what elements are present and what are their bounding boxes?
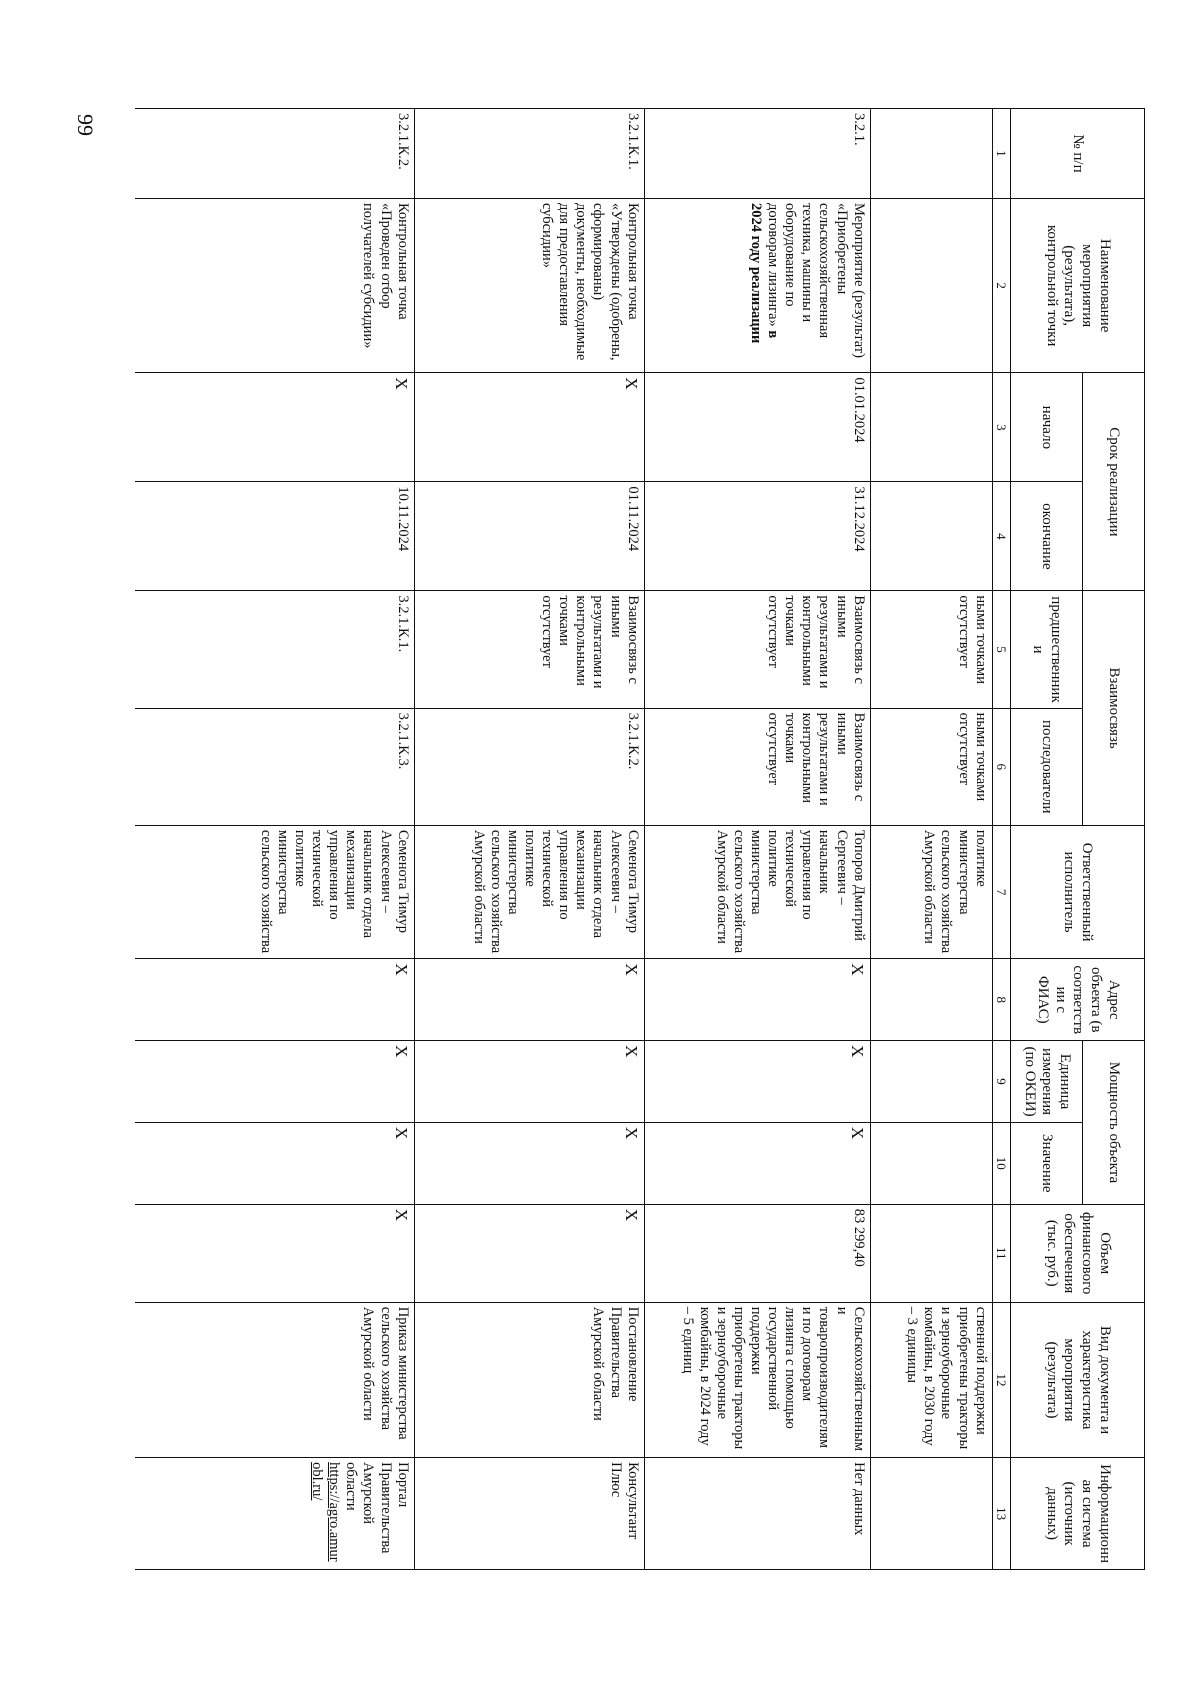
row-value: X [135, 1122, 414, 1204]
row-address: X [414, 959, 644, 1041]
column-number: 6 [992, 708, 1010, 825]
header-row-1 [1083, 109, 1145, 1570]
header-period: Срок реализации [1083, 373, 1145, 591]
column-number: 1 [992, 109, 1010, 199]
row-responsible: Семенота Тимур Алексеевич – начальник отдела механизации управления по технической политике министерства сельского хозяйства Амурской области [414, 825, 644, 959]
row-unit: X [135, 1041, 414, 1123]
row-finance: 83 299,40 [644, 1204, 870, 1302]
row-finance [870, 1204, 992, 1302]
row-end: 31.12.2024 [644, 482, 870, 591]
row-predecessors: Взаимосвязь с иными результатами и контрольными точками отсутствует [414, 591, 644, 708]
column-number: 4 [992, 482, 1010, 591]
row-source-text: Консультант Плюс [607, 1462, 641, 1540]
row-address: X [135, 959, 414, 1041]
row-unit: X [644, 1041, 870, 1123]
header-successors: последователи [1011, 708, 1083, 825]
row-predecessors: 3.2.1.К.1. [135, 591, 414, 708]
row-value [870, 1122, 992, 1204]
row-doc: ственной поддержки приобретены тракторы и зерноуборочные комбайны, в 2030 году – 3 единицы [870, 1302, 992, 1457]
column-number: 8 [992, 959, 1010, 1041]
row-successors: 3.2.1.К.2. [414, 708, 644, 825]
row-value: X [644, 1122, 870, 1204]
row-successors: ными точками отсутствует [870, 708, 992, 825]
column-number: 12 [992, 1302, 1010, 1457]
row-name [135, 198, 414, 372]
row-name [414, 198, 644, 372]
row-end: 01.11.2024 [414, 482, 644, 591]
table-row [870, 109, 992, 1570]
row-responsible: политике министерства сельского хозяйства Амурской области [870, 825, 992, 959]
header-num: № п/п [1011, 109, 1145, 199]
row-end: 10.11.2024 [135, 482, 414, 591]
row-source [414, 1458, 644, 1570]
header-unit: Единица измерения (по ОКЕИ) [1011, 1041, 1083, 1123]
row-doc: Приказ министерства сельского хозяйства Амурской области [135, 1302, 414, 1457]
table-row [414, 109, 644, 1570]
row-doc: Сельскохозяйственными товаропроизводителями по договорам лизинга с помощью государственной поддержки приобретены тракторы и зерноуборочные комбайны, в 2024 году – 5 единиц [644, 1302, 870, 1457]
row-name [870, 198, 992, 372]
row-name [644, 198, 870, 372]
row-finance: X [135, 1204, 414, 1302]
header-end: окончание [1011, 482, 1083, 591]
row-end [870, 482, 992, 591]
column-number: 11 [992, 1204, 1010, 1302]
row-name-text: Контрольная точка «Утверждены (одобрены, сформированы) документы, необходимые для предоставления субсидии» [539, 202, 641, 361]
row-value: X [414, 1122, 644, 1204]
row-predecessors: ными точками отсутствует [870, 591, 992, 708]
row-successors: 3.2.1.К.3. [135, 708, 414, 825]
row-num: 3.2.1. [644, 109, 870, 199]
column-number: 9 [992, 1041, 1010, 1123]
header-name: Наименование мероприятия (результата), контрольной точки [1011, 198, 1145, 372]
row-source [135, 1458, 414, 1570]
row-address [870, 959, 992, 1041]
table-row [644, 109, 870, 1570]
row-start: X [414, 373, 644, 482]
plan-table [135, 108, 1145, 1570]
row-predecessors: Взаимосвязь с иными результатами и контрольными точками отсутствует [644, 591, 870, 708]
document-scan [135, 108, 1145, 1570]
row-finance: X [414, 1204, 644, 1302]
header-responsible: Ответственный исполнитель [1011, 825, 1145, 959]
column-number: 7 [992, 825, 1010, 959]
row-unit: X [414, 1041, 644, 1123]
row-name-bold: в 2024 году реализации [748, 202, 782, 344]
row-name-text: Мероприятие (результат) «Приобретены сельскохозяйственная техника, машины и оборудование по договорам лизинга» [765, 202, 867, 358]
row-source [644, 1458, 870, 1570]
column-number: 2 [992, 198, 1010, 372]
header-value: Значение [1011, 1122, 1083, 1204]
row-address: X [644, 959, 870, 1041]
row-doc: Постановление Правительства Амурской области [414, 1302, 644, 1457]
column-number: 13 [992, 1458, 1010, 1570]
row-responsible: Семенота Тимур Алексеевич – начальник отдела механизации управления по технической политике министерства сельского хозяйства [135, 825, 414, 959]
row-source [870, 1458, 992, 1570]
row-successors: Взаимосвязь с иными результатами и контрольными точками отсутствует [644, 708, 870, 825]
row-num: 3.2.1.К.2. [135, 109, 414, 199]
row-start [870, 373, 992, 482]
header-start: начало [1011, 373, 1083, 482]
row-source-text: Портал Правительства Амурской области [343, 1462, 411, 1554]
rotated-table-wrapper [135, 108, 1145, 1570]
header-finance: Объем финансового обеспечения (тыс. руб.) [1011, 1204, 1145, 1302]
table-row [135, 109, 414, 1570]
page-number: 99 [73, 114, 98, 136]
header-doc: Вид документа и характеристика мероприятия (результата) [1011, 1302, 1145, 1457]
row-responsible: Топоров Дмитрий Сергеевич – начальник управления по технической политике министерства сельского хозяйства Амурской области [644, 825, 870, 959]
row-source-text: Нет данных [850, 1462, 867, 1536]
row-unit [870, 1041, 992, 1123]
column-number: 5 [992, 591, 1010, 708]
column-number: 10 [992, 1122, 1010, 1204]
column-number: 3 [992, 373, 1010, 482]
header-source: Информационная система (источник данных) [1011, 1458, 1145, 1570]
row-num [870, 109, 992, 199]
row-source-link[interactable]: https://agro.amurobl.ru/ [309, 1462, 343, 1562]
header-predecessors: предшественники [1011, 591, 1083, 708]
row-start: 01.01.2024 [644, 373, 870, 482]
row-start: X [135, 373, 414, 482]
header-address: Адрес объекта (в соответствии с ФИАС) [1011, 959, 1145, 1041]
row-num: 3.2.1.К.1. [414, 109, 644, 199]
header-capacity: Мощность объекта [1083, 1041, 1145, 1205]
row-name-text: Контрольная точка «Проведен отбор получателей субсидии» [360, 202, 411, 349]
column-numbers-row [992, 109, 1010, 1570]
header-relation: Взаимосвязь [1083, 591, 1145, 825]
